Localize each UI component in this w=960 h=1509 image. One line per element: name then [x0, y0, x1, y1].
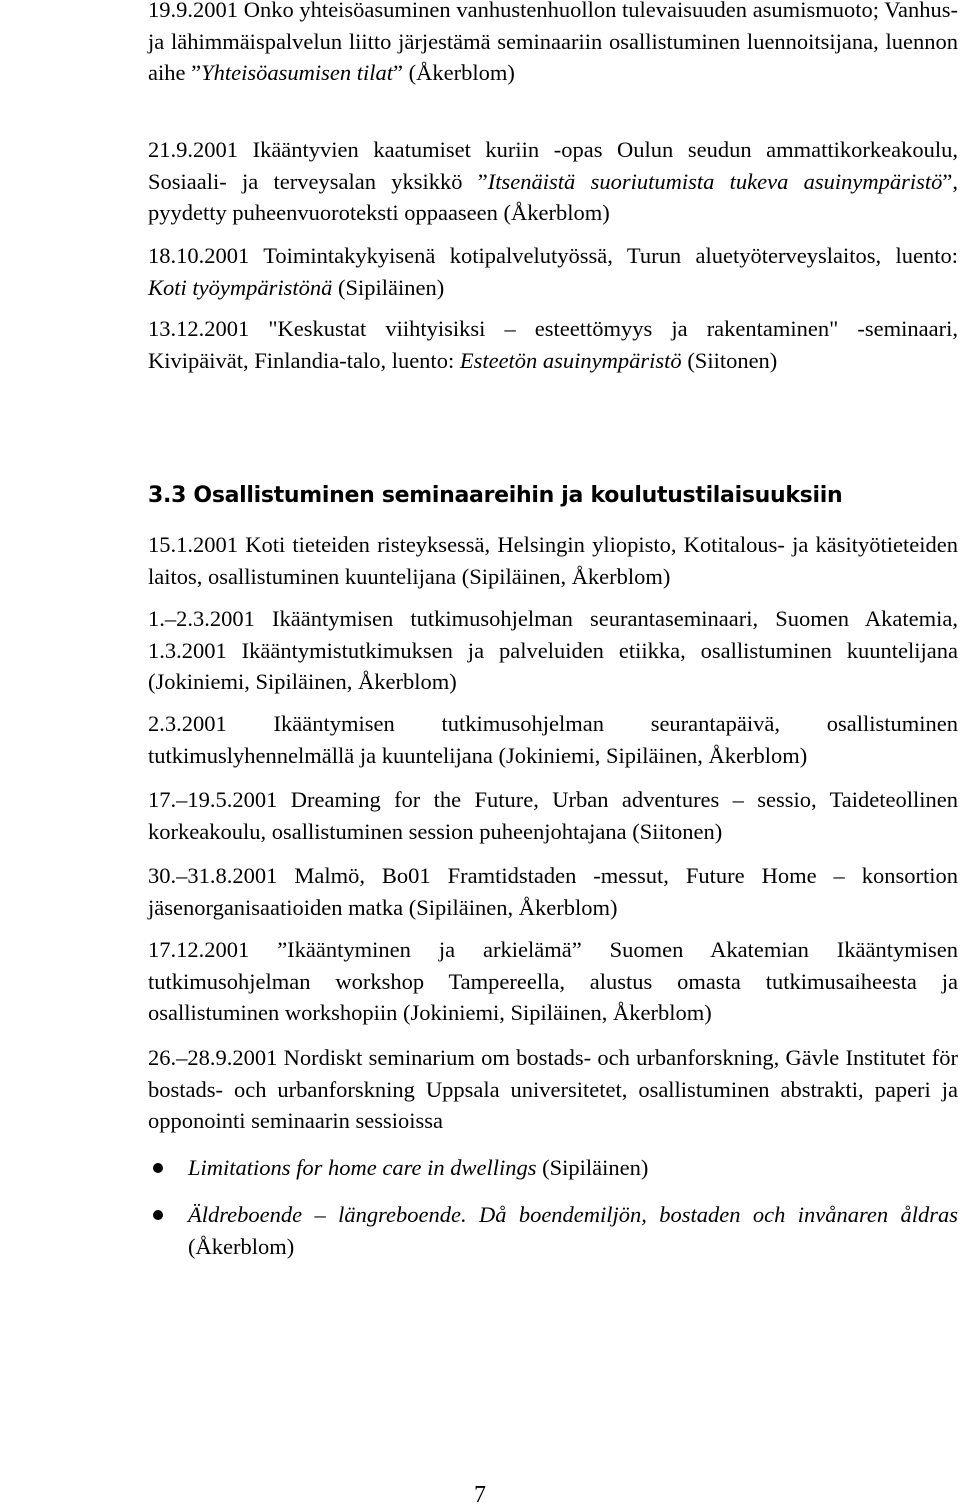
seminar-entry: 26.–28.9.2001 Nordiskt seminarium om bostads- och urbanforskning, Gävle Institutet för bostads- och urbanforskning Uppsala universitetet, osallistuminen abstrakti, paperi ja opponointi seminaarin sessioissa: [148, 1045, 958, 1133]
bullet-text: Äldreboende – längreboende. Då boendemiljön, bostaden och invånaren åldras (Åkerblom): [188, 1202, 958, 1259]
section-heading: 3.3 Osallistuminen seminaareihin ja koulutustilaisuuksiin: [148, 483, 843, 508]
seminar-entry: 15.1.2001 Koti tieteiden risteyksessä, Helsingin yliopisto, Kotitalous- ja käsityötieteiden laitos, osallistuminen kuuntelijana (Sipiläinen, Åkerblom): [148, 532, 958, 589]
entry-paragraph: 19.9.2001 Onko yhteisöasuminen vanhustenhuollon tulevaisuuden asumismuoto; Vanhus- ja lähimmäispalvelun liitto järjestämä seminaariin osallistuminen luennoitsijana, luennon aihe ”Yhteisöasumisen tilat” (Åkerblom): [148, 0, 958, 85]
seminar-entry: 17.–19.5.2001 Dreaming for the Future, Urban adventures – sessio, Taideteollinen korkeakoulu, osallistuminen session puheenjohtajana (Siitonen): [148, 787, 958, 844]
bullet-icon: [153, 1210, 163, 1220]
entry-paragraph: 13.12.2001 "Keskustat viihtyisiksi – esteettömyys ja rakentaminen" -seminaari, Kivipäivät, Finlandia-talo, luento: Esteetön asuinympäristö (Siitonen): [148, 316, 958, 373]
seminar-entry: 2.3.2001 Ikääntymisen tutkimusohjelman seurantapäivä, osallistuminen tutkimuslyhennelmällä ja kuuntelijana (Jokiniemi, Sipiläinen, Åkerblom): [148, 711, 958, 768]
seminar-entry: 1.–2.3.2001 Ikääntymisen tutkimusohjelman seurantaseminaari, Suomen Akatemia, 1.3.2001 Ikääntymistutkimuksen ja palveluiden etiikka, osallistuminen kuuntelijana (Jokiniemi, Sipiläinen, Åkerblom): [148, 606, 958, 694]
entry-paragraph: 21.9.2001 Ikääntyvien kaatumiset kuriin -opas Oulun seudun ammattikorkeakoulu, Sosiaali- ja terveysalan yksikkö ”Itsenäistä suoriutumista tukeva asuinympäristö”, pyydetty puheenvuoroteksti oppaaseen (Åkerblom): [148, 137, 958, 225]
page-number: 7: [474, 1482, 486, 1508]
seminar-entry: 17.12.2001 ”Ikääntyminen ja arkielämä” Suomen Akatemian Ikääntymisen tutkimusohjelman workshop Tampereella, alustus omasta tutkimusaiheesta ja osallistuminen workshopiin (Jokiniemi, Sipiläinen, Åkerblom): [148, 937, 958, 1025]
bullet-text: Limitations for home care in dwellings (Sipiläinen): [188, 1155, 649, 1180]
seminar-entry: 30.–31.8.2001 Malmö, Bo01 Framtidstaden -messut, Future Home – konsortion jäsenorganisaatioiden matka (Sipiläinen, Åkerblom): [148, 863, 958, 920]
entry-paragraph: 18.10.2001 Toimintakykyisenä kotipalvelutyössä, Turun aluetyöterveyslaitos, luento: Koti työympäristönä (Sipiläinen): [148, 243, 958, 300]
bullet-icon: [153, 1163, 163, 1173]
